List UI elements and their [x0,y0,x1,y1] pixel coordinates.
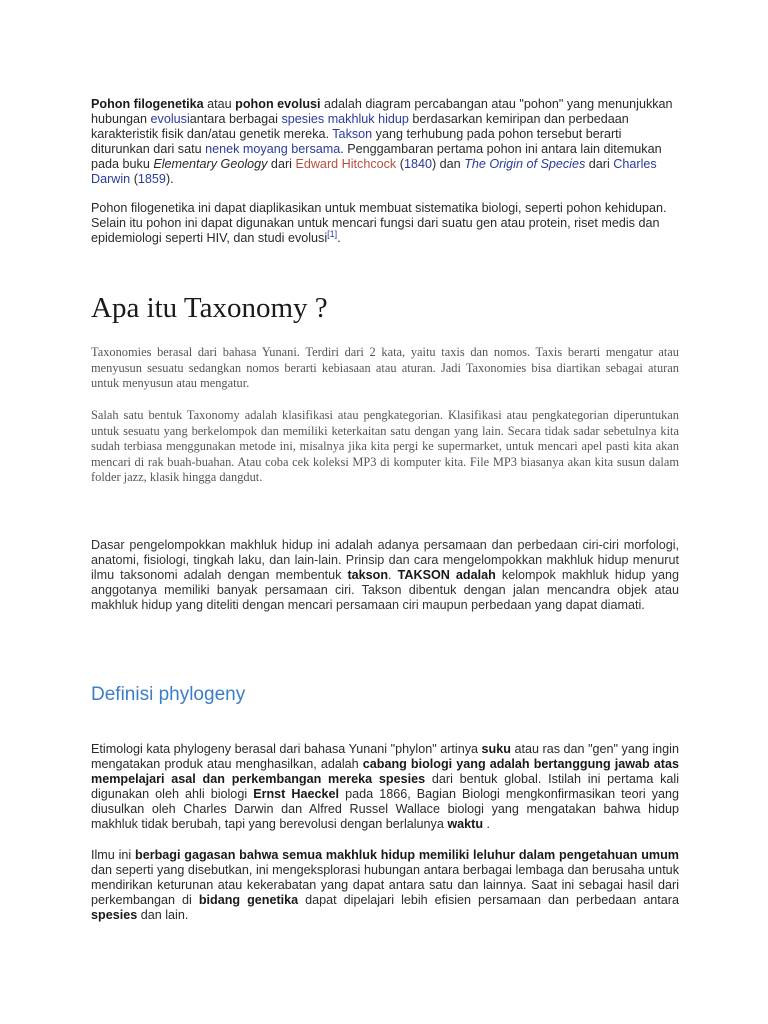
text: dari bentuk global. Istilah ini pertama kali digunakan oleh ahli biologi [91,772,680,801]
book-title-elementary-geology: Elementary Geology [153,157,268,171]
term-leluhur: berbagi gagasan bahwa semua makhluk hidup memiliki leluhur dalam pengetahuan umum [135,848,679,862]
taxonomy-classification-paragraph: Salah satu bentuk Taxonomy adalah klasifikasi atau pengkategorian. Klasifikasi atau pengkategorian diperuntukan untuk sesuatu yang berkelompok dan memiliki keterkaitan satu dengan yang lain. Secara tidak sadar sebetulnya kita sudah terbiasa menggunakan metode ini, misalnya jika kita pergi ke supermarket, untuk mencari apel pasti kita akan mencari di rak buah-buahan. Atau coba cek koleksi MP3 di komputer kita. File MP3 biasanya akan kita susun dalam folder jazz, klasik hingga dangdut. [91,408,679,484]
term-takson: takson [347,568,389,582]
text: . [483,817,491,831]
link-makhluk-hidup[interactable]: makhluk hidup [327,112,409,126]
term-cabang-biologi: cabang biologi yang adalah bertanggung jawab atas mempelajari asal dan perkembangan mereka spesies [91,757,680,786]
text: dari [267,157,296,171]
text: ) dan [431,157,465,171]
text: Dasar pengelompokkan makhluk hidup ini adalah adanya persamaan dan perbedaan ciri-ciri morfologi, anatomi, fisiologi, tingkah laku, dan lain-lain. Prinsip dan cara mengelompokkan makhluk hidup menurut ilmu taksonomi adalah dengan membentuk [91,538,679,582]
link-takson[interactable]: Takson [332,127,373,141]
link-edward-hitchcock[interactable]: Edward Hitchcock [295,157,397,171]
text: ( [130,172,138,186]
text: berdasarkan kemiripan dan perbedaan karakteristik fisik dan/atau genetik mereka. [91,112,629,141]
text: ( [396,157,404,171]
term-waktu: waktu [447,817,484,831]
link-spesies[interactable]: spesies [281,112,325,126]
text: pada 1866, Bagian Biologi mengkonfirmasikan teori yang diusulkan oleh Charles Darwin dan Alfred Russel Wallace biologi yang mengatakan bahwa hidup makhluk tidak berubah, tapi yang berevolusi dengan berlalunya [91,787,680,831]
heading-taxonomy: Apa itu Taxonomy ? [91,292,328,324]
phylogeny-etymology-paragraph [91,742,679,832]
application-paragraph [91,201,679,246]
text: Etimologi kata phylogeny berasal dari bahasa Yunani "phylon" artinya [91,742,482,756]
term-takson-definition: TAKSON adalah [397,568,496,582]
text: atau ras dan "gen" yang ingin mengatakan produk atau menghasilkan, adalah [91,742,679,771]
text: . [337,231,341,245]
term-bidang-genetika: bidang genetika [198,893,299,907]
text: atau [203,97,236,111]
text: kelompok makhluk hidup yang anggotanya memiliki banyak persamaan ciri. Takson dibentuk dengan jalan mencandra objek atau makhluk hidup yang diteliti dengan mencari persamaan ciri maupun perbedaan yang dapat diamati. [91,568,680,612]
text: dapat dipelajari lebih efisien persamaan dan perbedaan antara [298,893,679,907]
term-spesies: spesies [91,908,138,922]
text: . [388,568,398,582]
text: Pohon filogenetika ini dapat diaplikasikan untuk membuat sistematika biologi, seperti pohon kehidupan. Selain itu pohon ini dapat digunakan untuk mencari fungsi dari suatu gen atau protein, riset medis dan epidemiologi seperti HIV, dan studi evolusi [91,201,667,245]
link-1840[interactable]: 1840 [403,157,432,171]
text: dan lain. [137,908,189,922]
term-pohon-evolusi: pohon evolusi [235,97,321,111]
link-nenek-moyang-bersama[interactable]: nenek moyang bersama [205,142,341,156]
text: adalah diagram percabangan atau "pohon" yang menunjukkan hubungan [91,97,673,126]
term-ernst-haeckel: Ernst Haeckel [253,787,340,801]
reference-link[interactable]: [1] [327,228,338,239]
phylogeny-science-paragraph [91,848,679,923]
link-origin-of-species[interactable]: The Origin of Species [464,157,586,171]
grouping-basis-paragraph [91,538,679,613]
term-suku: suku [481,742,511,756]
heading-phylogeny: Definisi phylogeny [91,684,246,705]
text: dari [585,157,614,171]
intro-paragraph [91,97,679,187]
text: dan seperti yang disebutkan, ini mengeksplorasi hubungan antara berbagai lembaga dan berusaha untuk mendirikan keturunan atau kekerabatan yang dapat antara satu dan lainnya. Saat ini sebagai hasil dari perkembangan di [91,863,679,907]
term-pohon-filogenetika: Pohon filogenetika [91,97,204,111]
text: . Penggambaran pertama pohon ini antara lain ditemukan pada buku [91,142,662,171]
link-charles-darwin[interactable]: Charles Darwin [91,157,657,186]
text: yang terhubung pada pohon tersebut berarti diturunkan dari satu [91,127,622,156]
text: antara berbagai [189,112,282,126]
taxonomy-origin-paragraph: Taxonomies berasal dari bahasa Yunani. Terdiri dari 2 kata, yaitu taxis dan nomos. Taxis berarti mengatur atau menyusun sesuatu sedangkan nomos berarti kebiasaan atau aturan. Jadi Taxonomies bisa diartikan sebagai aturan untuk menyusun atau mengatur. [91,345,679,390]
text: Ilmu ini [91,848,135,862]
link-1859[interactable]: 1859 [137,172,166,186]
link-evolusi[interactable]: evolusi [150,112,190,126]
text: ). [165,172,174,186]
